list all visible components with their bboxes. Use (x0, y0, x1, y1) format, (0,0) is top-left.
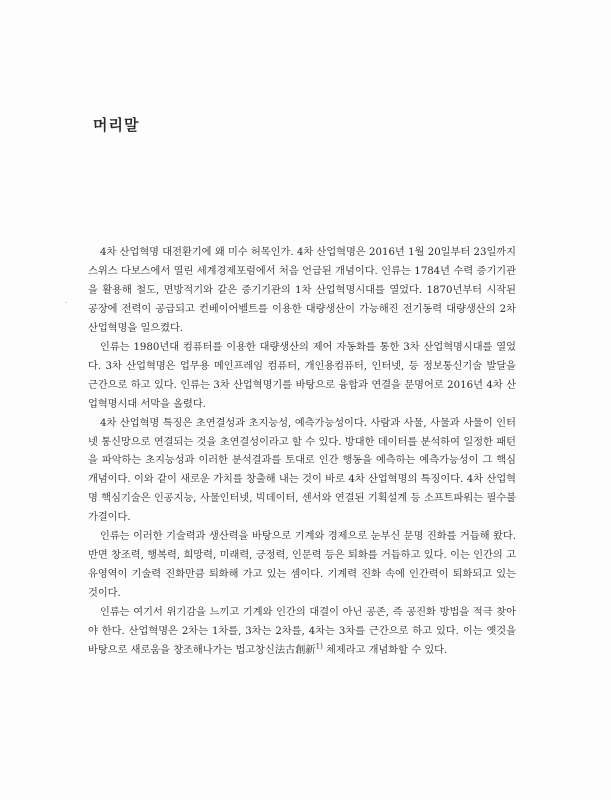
paragraph-1: 4차 산업혁명 대전환기에 왜 미수 허목인가. 4차 산업혁명은 2016년 1월 20일부터 23일까지 스위스 다보스에서 열린 세계경제포럼에서 처음 언급된 개념이다. 인류는 1784년 수력 증기기관을 활용해 철도, 면방적기와 같은 증기기관의 1차 산업혁명시대를 열었다. 1870년부터 시작된 공장에 전력이 공급되고 컨베이어벨트를 이용한 대량생산이 가능해진 전기동력 대량생산의 2차 산업혁명을 일으켰다. (88, 247, 516, 334)
margin-mark: · (65, 300, 67, 307)
paragraph-5-main: 인류는 여기서 위기감을 느끼고 기계와 인간의 대결이 아닌 공존, 즉 공진화 방법을 적극 찾아야 한다. 산업혁명은 2차는 1차를, 3차는 2차를, 4차는 3차를 근간으로 하고 있다. 이는 옛것을 바탕으로 새로움을 창조해나가는 법고창신法古創新 (88, 607, 516, 657)
paragraph-5-tail: 체제라고 개념화할 수 있다. (322, 645, 448, 657)
page-title: 머리말 (93, 116, 140, 134)
footnote-marker: 1) (315, 642, 323, 651)
body-text (88, 244, 516, 661)
paragraph-3: 4차 산업혁명 특징은 초연결성과 초지능성, 예측가능성이다. 사람과 사물, 사물과 사물이 인터넷 통신망으로 연결되는 것을 초연결성이라고 할 수 있다. 방대한 데이터를 분석하여 일정한 패턴을 파악하는 초지능성과 이러한 분석결과를 토대로 인간 행동을 예측하는 예측가능성이 그 핵심개념이다. 이와 같이 새로운 가치를 창출해 내는 것이 바로 4차 산업혁명의 특징이다. 4차 산업혁명 핵심기술은 인공지능, 사물인터넷, 빅데이터, 센서와 연결된 기획설계 등 소프트파워는 필수불가결이다. (88, 417, 516, 524)
paragraph-5 (88, 604, 516, 661)
paragraph-2: 인류는 1980년대 컴퓨터를 이용한 대량생산의 제어 자동화를 통한 3차 산업혁명시대를 열었다. 3차 산업혁명은 업무용 메인프레임 컴퓨터, 개인용컴퓨터, 인터넷, 등 정보통신기술 발달을 근간으로 하고 있다. 인류는 3차 산업혁명기를 바탕으로 융합과 연결을 문명어로 2016년 4차 산업혁명시대 서막을 올렸다. (88, 341, 516, 410)
paragraph-4: 인류는 이러한 기술력과 생산력을 바탕으로 기계와 경제으로 눈부신 문명 진화를 거듭해 왔다. 반면 창조력, 행복력, 희망력, 미래력, 긍정력, 인문력 등은 퇴화를 거듭하고 있다. 이는 인간의 고유영역이 기술력 진화만큼 퇴화해 가고 있는 셈이다. 기계력 진화 속에 인간력이 퇴화되고 있는 것이다. (88, 531, 516, 600)
